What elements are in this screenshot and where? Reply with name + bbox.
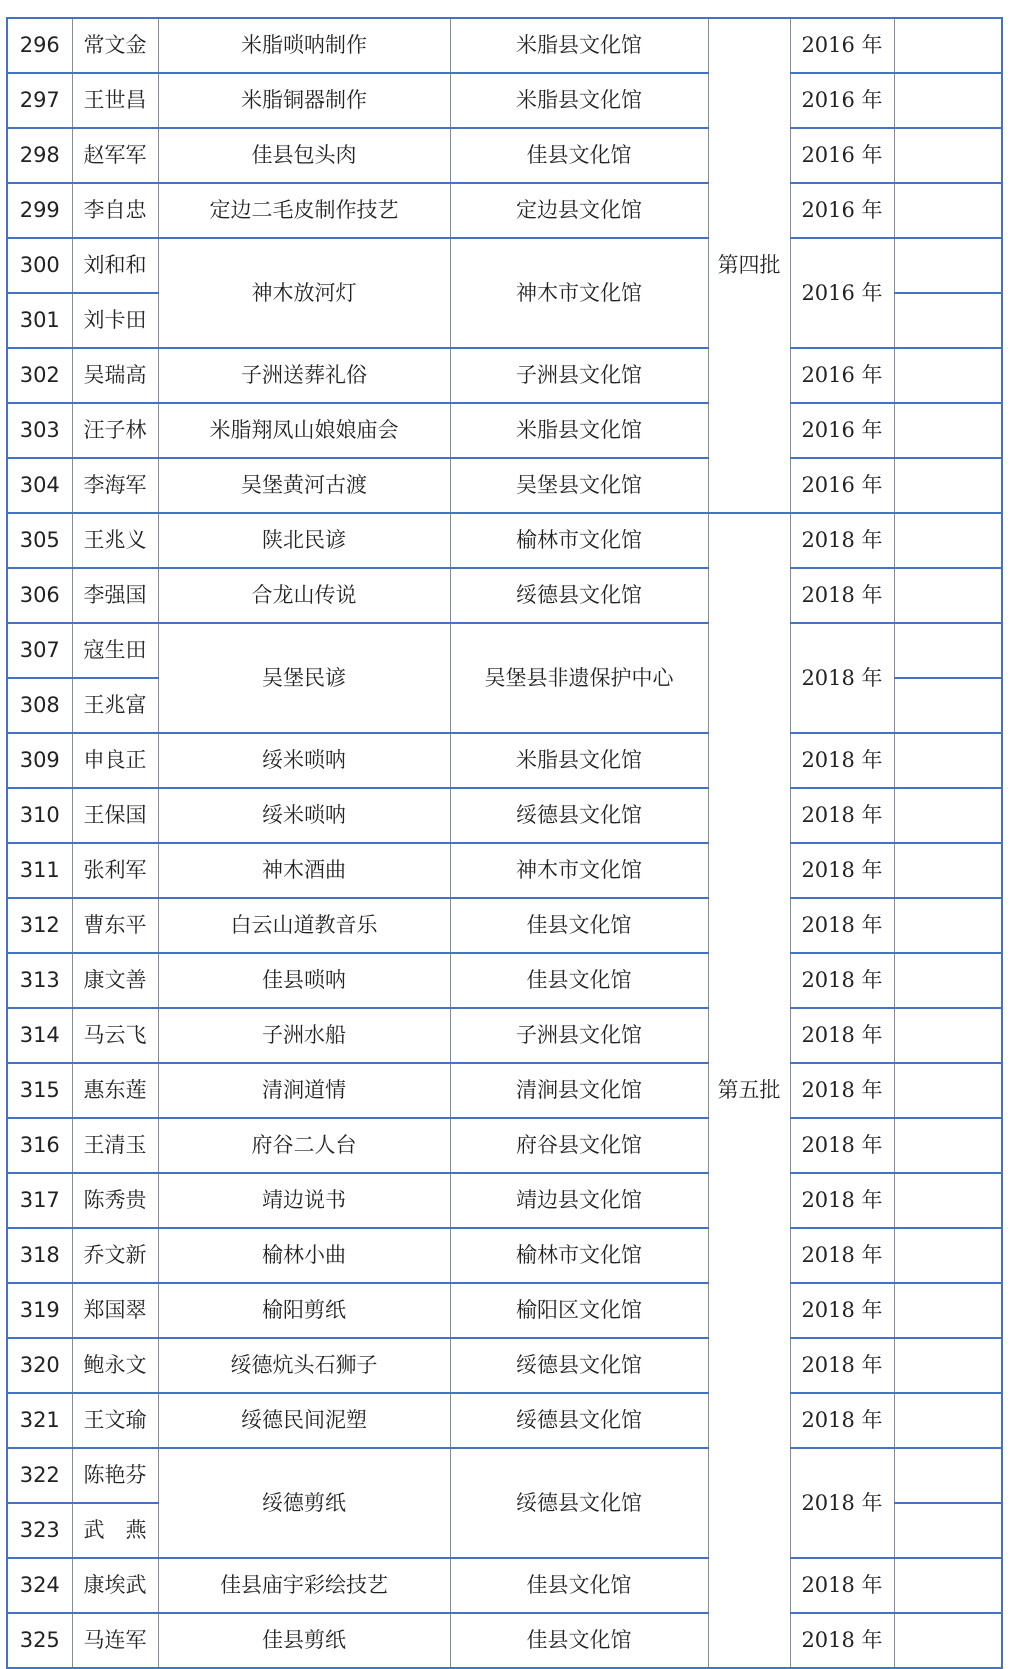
inheritor-name-cell: 汪子林 [72, 403, 158, 458]
inheritor-name-cell: 张利军 [72, 843, 158, 898]
project-name-cell: 吴堡民谚 [158, 623, 450, 733]
table-row [7, 1173, 1002, 1228]
inheritor-name-cell: 吴瑞高 [72, 348, 158, 403]
protection-unit-cell: 绥德县文化馆 [450, 1338, 708, 1393]
year-cell: 2016 年 [790, 348, 894, 403]
table-row [7, 238, 1002, 293]
row-number-cell: 322 [7, 1448, 72, 1503]
year-cell: 2016 年 [790, 73, 894, 128]
year-cell: 2018 年 [790, 513, 894, 568]
row-number-cell: 312 [7, 898, 72, 953]
project-name-cell: 白云山道教音乐 [158, 898, 450, 953]
protection-unit-cell: 绥德县文化馆 [450, 568, 708, 623]
year-cell: 2018 年 [790, 788, 894, 843]
row-number-cell: 317 [7, 1173, 72, 1228]
protection-unit-cell: 吴堡县文化馆 [450, 458, 708, 513]
table-row [7, 1393, 1002, 1448]
remark-cell [894, 1613, 1002, 1668]
protection-unit-cell: 绥德县文化馆 [450, 788, 708, 843]
remark-cell [894, 513, 1002, 568]
row-number-cell: 313 [7, 953, 72, 1008]
batch-cell: 第四批 [708, 18, 790, 513]
inheritor-name-cell: 王保国 [72, 788, 158, 843]
inheritor-name-cell: 王世昌 [72, 73, 158, 128]
table-row [7, 623, 1002, 678]
inheritor-name-cell: 康文善 [72, 953, 158, 1008]
project-name-cell: 佳县庙宇彩绘技艺 [158, 1558, 450, 1613]
inheritor-name-cell: 李自忠 [72, 183, 158, 238]
inheritor-name-cell: 马云飞 [72, 1008, 158, 1063]
row-number-cell: 298 [7, 128, 72, 183]
project-name-cell: 佳县包头肉 [158, 128, 450, 183]
row-number-cell: 310 [7, 788, 72, 843]
inheritor-name-cell: 王兆义 [72, 513, 158, 568]
project-name-cell: 子洲水船 [158, 1008, 450, 1063]
row-number-cell: 324 [7, 1558, 72, 1613]
inheritor-roster-table [6, 17, 1003, 1669]
table-row [7, 1338, 1002, 1393]
table-row [7, 1613, 1002, 1668]
year-cell: 2018 年 [790, 1613, 894, 1668]
remark-cell [894, 953, 1002, 1008]
year-cell: 2018 年 [790, 1118, 894, 1173]
remark-cell [894, 1503, 1002, 1558]
protection-unit-cell: 府谷县文化馆 [450, 1118, 708, 1173]
table-row [7, 843, 1002, 898]
year-cell: 2016 年 [790, 183, 894, 238]
remark-cell [894, 183, 1002, 238]
row-number-cell: 321 [7, 1393, 72, 1448]
table-row [7, 1063, 1002, 1118]
protection-unit-cell: 靖边县文化馆 [450, 1173, 708, 1228]
project-name-cell: 陕北民谚 [158, 513, 450, 568]
protection-unit-cell: 米脂县文化馆 [450, 403, 708, 458]
row-number-cell: 309 [7, 733, 72, 788]
remark-cell [894, 403, 1002, 458]
remark-cell [894, 1228, 1002, 1283]
protection-unit-cell: 榆林市文化馆 [450, 513, 708, 568]
row-number-cell: 314 [7, 1008, 72, 1063]
inheritor-name-cell: 刘和和 [72, 238, 158, 293]
year-cell: 2016 年 [790, 18, 894, 73]
table-row [7, 788, 1002, 843]
year-cell: 2018 年 [790, 1393, 894, 1448]
project-name-cell: 定边二毛皮制作技艺 [158, 183, 450, 238]
year-cell: 2018 年 [790, 1338, 894, 1393]
remark-cell [894, 458, 1002, 513]
remark-cell [894, 678, 1002, 733]
remark-cell [894, 843, 1002, 898]
row-number-cell: 300 [7, 238, 72, 293]
year-cell: 2018 年 [790, 568, 894, 623]
project-name-cell: 神木酒曲 [158, 843, 450, 898]
protection-unit-cell: 佳县文化馆 [450, 1558, 708, 1613]
batch-cell: 第五批 [708, 513, 790, 1668]
year-cell: 2018 年 [790, 733, 894, 788]
project-name-cell: 佳县唢呐 [158, 953, 450, 1008]
inheritor-name-cell: 李海军 [72, 458, 158, 513]
row-number-cell: 319 [7, 1283, 72, 1338]
protection-unit-cell: 绥德县文化馆 [450, 1448, 708, 1558]
remark-cell [894, 1283, 1002, 1338]
inheritor-name-cell: 申良正 [72, 733, 158, 788]
inheritor-name-cell: 马连军 [72, 1613, 158, 1668]
protection-unit-cell: 佳县文化馆 [450, 953, 708, 1008]
remark-cell [894, 1008, 1002, 1063]
table-row [7, 1118, 1002, 1173]
table-row [7, 1448, 1002, 1503]
remark-cell [894, 623, 1002, 678]
year-cell: 2016 年 [790, 458, 894, 513]
project-name-cell: 榆阳剪纸 [158, 1283, 450, 1338]
row-number-cell: 307 [7, 623, 72, 678]
table-row [7, 128, 1002, 183]
inheritor-name-cell: 王清玉 [72, 1118, 158, 1173]
inheritor-name-cell: 常文金 [72, 18, 158, 73]
inheritor-name-cell: 王兆富 [72, 678, 158, 733]
year-cell: 2018 年 [790, 1228, 894, 1283]
project-name-cell: 绥德剪纸 [158, 1448, 450, 1558]
remark-cell [894, 1173, 1002, 1228]
table-row [7, 568, 1002, 623]
project-name-cell: 清涧道情 [158, 1063, 450, 1118]
year-cell: 2018 年 [790, 1558, 894, 1613]
protection-unit-cell: 佳县文化馆 [450, 898, 708, 953]
inheritor-name-cell: 赵军军 [72, 128, 158, 183]
protection-unit-cell: 佳县文化馆 [450, 1613, 708, 1668]
project-name-cell: 神木放河灯 [158, 238, 450, 348]
remark-cell [894, 1118, 1002, 1173]
row-number-cell: 311 [7, 843, 72, 898]
project-name-cell: 佳县剪纸 [158, 1613, 450, 1668]
project-name-cell: 绥德民间泥塑 [158, 1393, 450, 1448]
inheritor-name-cell: 寇生田 [72, 623, 158, 678]
protection-unit-cell: 吴堡县非遗保护中心 [450, 623, 708, 733]
protection-unit-cell: 佳县文化馆 [450, 128, 708, 183]
table-row [7, 183, 1002, 238]
inheritor-name-cell: 陈艳芬 [72, 1448, 158, 1503]
inheritor-name-cell: 鲍永文 [72, 1338, 158, 1393]
inheritor-name-cell: 乔文新 [72, 1228, 158, 1283]
row-number-cell: 316 [7, 1118, 72, 1173]
protection-unit-cell: 榆阳区文化馆 [450, 1283, 708, 1338]
project-name-cell: 米脂翔凤山娘娘庙会 [158, 403, 450, 458]
row-number-cell: 315 [7, 1063, 72, 1118]
table-row [7, 953, 1002, 1008]
table-row [7, 458, 1002, 513]
year-cell: 2016 年 [790, 128, 894, 183]
table-row [7, 403, 1002, 458]
year-cell: 2018 年 [790, 1063, 894, 1118]
project-name-cell: 吴堡黄河古渡 [158, 458, 450, 513]
row-number-cell: 323 [7, 1503, 72, 1558]
row-number-cell: 304 [7, 458, 72, 513]
project-name-cell: 绥米唢呐 [158, 733, 450, 788]
project-name-cell: 绥德炕头石狮子 [158, 1338, 450, 1393]
inheritor-name-cell: 康埃武 [72, 1558, 158, 1613]
row-number-cell: 305 [7, 513, 72, 568]
remark-cell [894, 788, 1002, 843]
year-cell: 2018 年 [790, 1008, 894, 1063]
row-number-cell: 325 [7, 1613, 72, 1668]
inheritor-name-cell: 李强国 [72, 568, 158, 623]
year-cell: 2018 年 [790, 623, 894, 733]
remark-cell [894, 128, 1002, 183]
table-row [7, 18, 1002, 73]
year-cell: 2016 年 [790, 403, 894, 458]
protection-unit-cell: 定边县文化馆 [450, 183, 708, 238]
row-number-cell: 320 [7, 1338, 72, 1393]
table-row [7, 1008, 1002, 1063]
year-cell: 2018 年 [790, 1448, 894, 1558]
remark-cell [894, 568, 1002, 623]
remark-cell [894, 18, 1002, 73]
table-row [7, 1228, 1002, 1283]
roster-table-body [7, 18, 1002, 1668]
row-number-cell: 297 [7, 73, 72, 128]
inheritor-name-cell: 王文瑜 [72, 1393, 158, 1448]
year-cell: 2018 年 [790, 843, 894, 898]
row-number-cell: 301 [7, 293, 72, 348]
remark-cell [894, 1448, 1002, 1503]
row-number-cell: 306 [7, 568, 72, 623]
year-cell: 2018 年 [790, 898, 894, 953]
inheritor-name-cell: 陈秀贵 [72, 1173, 158, 1228]
inheritor-name-cell: 刘卡田 [72, 293, 158, 348]
remark-cell [894, 348, 1002, 403]
protection-unit-cell: 神木市文化馆 [450, 843, 708, 898]
inheritor-name-cell: 郑国翠 [72, 1283, 158, 1338]
remark-cell [894, 238, 1002, 293]
project-name-cell: 绥米唢呐 [158, 788, 450, 843]
project-name-cell: 米脂铜器制作 [158, 73, 450, 128]
project-name-cell: 合龙山传说 [158, 568, 450, 623]
protection-unit-cell: 清涧县文化馆 [450, 1063, 708, 1118]
year-cell: 2018 年 [790, 1173, 894, 1228]
inheritor-name-cell: 惠东莲 [72, 1063, 158, 1118]
row-number-cell: 302 [7, 348, 72, 403]
inheritor-name-cell: 曹东平 [72, 898, 158, 953]
table-row [7, 513, 1002, 568]
year-cell: 2016 年 [790, 238, 894, 348]
table-row [7, 898, 1002, 953]
year-cell: 2018 年 [790, 953, 894, 1008]
protection-unit-cell: 米脂县文化馆 [450, 73, 708, 128]
year-cell: 2018 年 [790, 1283, 894, 1338]
table-row [7, 1283, 1002, 1338]
table-row [7, 73, 1002, 128]
project-name-cell: 府谷二人台 [158, 1118, 450, 1173]
protection-unit-cell: 米脂县文化馆 [450, 18, 708, 73]
remark-cell [894, 1063, 1002, 1118]
remark-cell [894, 898, 1002, 953]
remark-cell [894, 1393, 1002, 1448]
table-row [7, 348, 1002, 403]
project-name-cell: 榆林小曲 [158, 1228, 450, 1283]
protection-unit-cell: 榆林市文化馆 [450, 1228, 708, 1283]
row-number-cell: 308 [7, 678, 72, 733]
row-number-cell: 299 [7, 183, 72, 238]
inheritor-name-cell: 武 燕 [72, 1503, 158, 1558]
project-name-cell: 靖边说书 [158, 1173, 450, 1228]
protection-unit-cell: 绥德县文化馆 [450, 1393, 708, 1448]
remark-cell [894, 733, 1002, 788]
row-number-cell: 318 [7, 1228, 72, 1283]
remark-cell [894, 73, 1002, 128]
project-name-cell: 米脂唢呐制作 [158, 18, 450, 73]
protection-unit-cell: 米脂县文化馆 [450, 733, 708, 788]
project-name-cell: 子洲送葬礼俗 [158, 348, 450, 403]
protection-unit-cell: 子洲县文化馆 [450, 348, 708, 403]
row-number-cell: 296 [7, 18, 72, 73]
remark-cell [894, 293, 1002, 348]
row-number-cell: 303 [7, 403, 72, 458]
protection-unit-cell: 子洲县文化馆 [450, 1008, 708, 1063]
remark-cell [894, 1338, 1002, 1393]
table-row [7, 1558, 1002, 1613]
protection-unit-cell: 神木市文化馆 [450, 238, 708, 348]
roster-table-container [6, 17, 1001, 1669]
remark-cell [894, 1558, 1002, 1613]
table-row [7, 733, 1002, 788]
